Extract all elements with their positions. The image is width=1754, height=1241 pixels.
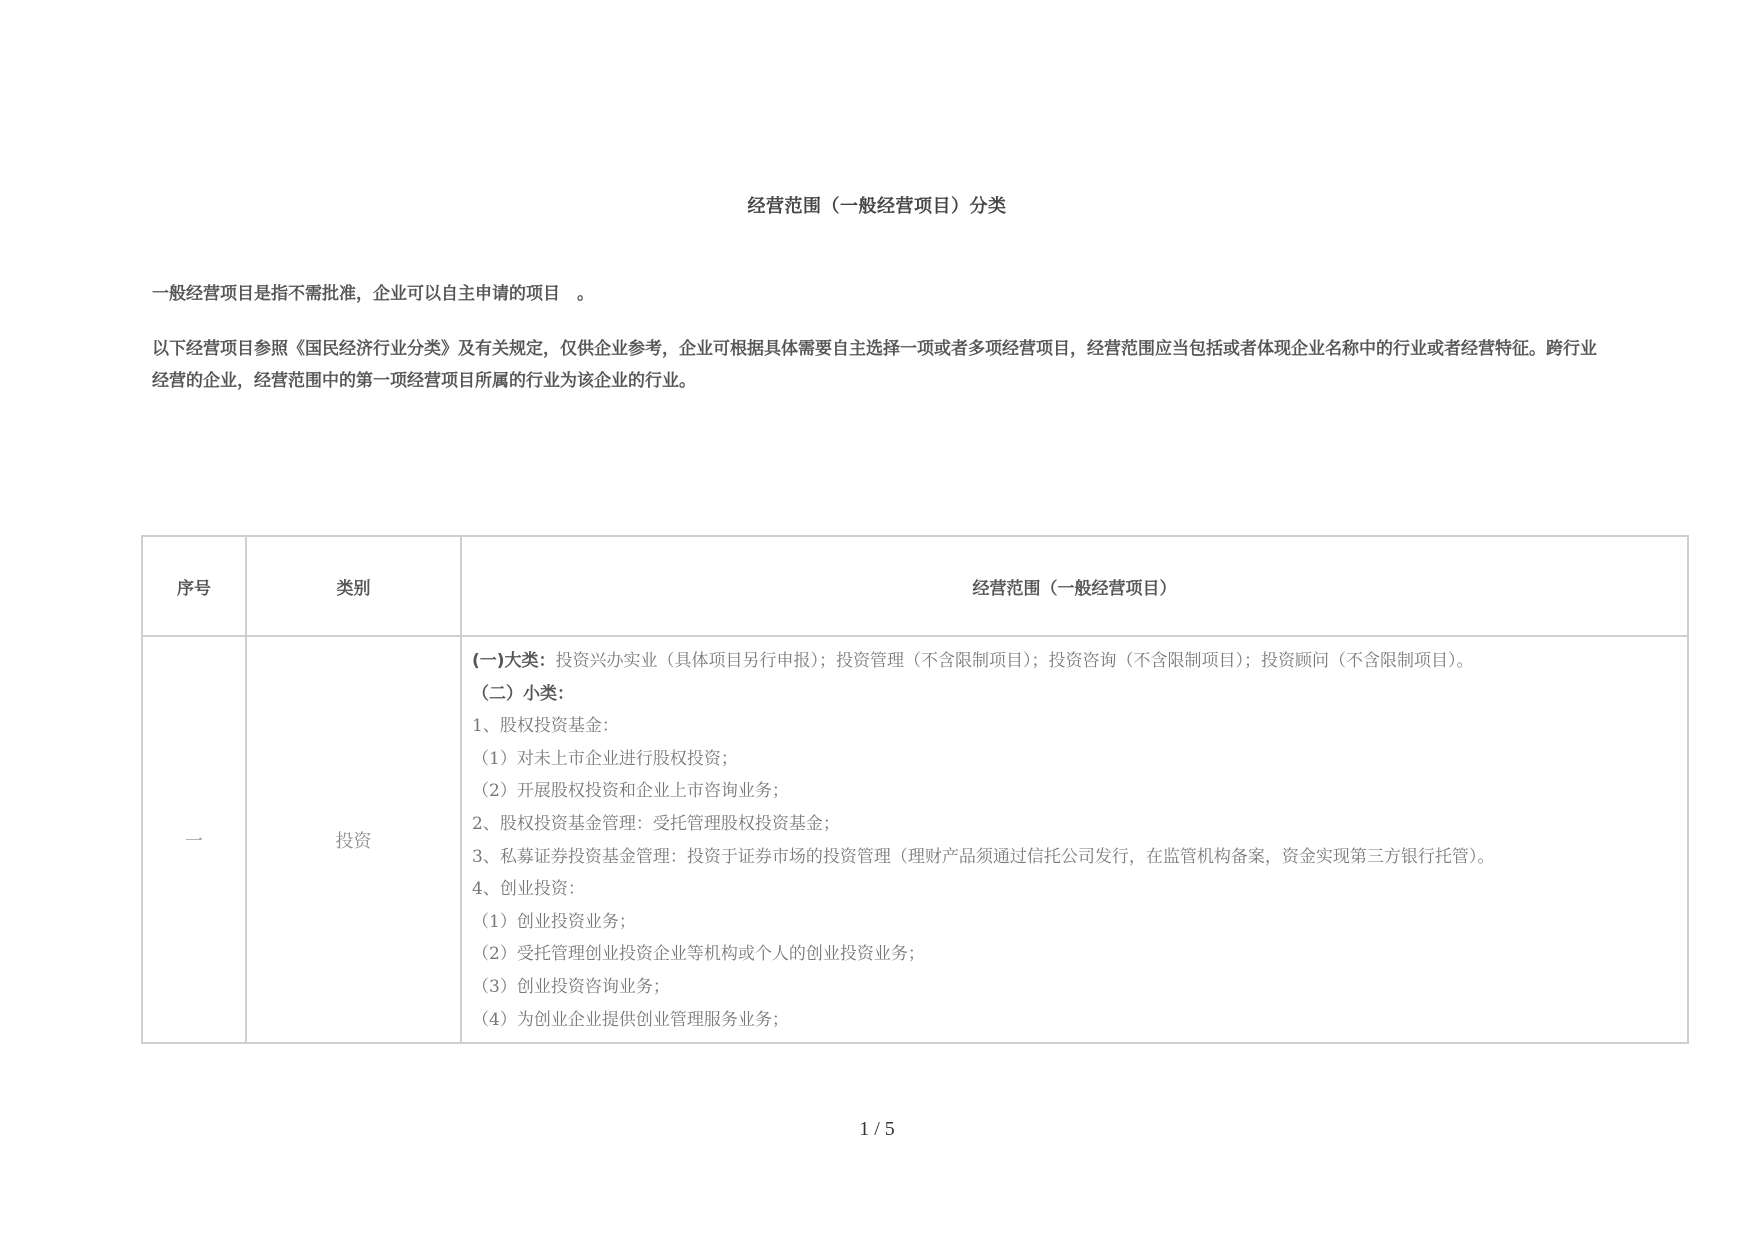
table-header-row (142, 536, 1688, 636)
scope-line: （2）受托管理创业投资企业等机构或个人的创业投资业务； (472, 944, 925, 965)
scope-line: 3、私募证券投资基金管理：投资于证券市场的投资管理（理财产品须通过信托公司发行，在监管机构备案，资金实现第三方银行托管）。 (472, 846, 1495, 867)
header-scope: 经营范围（一般经营项目） (461, 536, 1688, 636)
table-row (142, 636, 1688, 1043)
row-seq: 一 (142, 636, 246, 1043)
row-scope-content (461, 636, 1688, 1043)
major-category-text: 投资兴办实业（具体项目另行申报）；投资管理（不含限制项目）；投资咨询（不含限制项目）；投资顾问（不含限制项目）。 (555, 651, 1474, 671)
scope-line: 4、创业投资： (472, 879, 585, 900)
major-category-label: (一)大类： (472, 651, 556, 671)
scope-line: 1、股权投资基金： (472, 716, 619, 737)
page-title: 经营范围（一般经营项目）分类 (747, 196, 1007, 217)
page-number: 1 / 5 (859, 1118, 895, 1140)
business-scope-table (141, 535, 1689, 1044)
scope-line: （3）创业投资咨询业务； (472, 976, 670, 997)
minor-category-label: （二）小类： (472, 683, 574, 704)
scope-line: （1）创业投资业务； (472, 911, 636, 932)
intro-paragraph-1: 一般经营项目是指不需批准，企业可以自主申请的项目 。 (152, 284, 594, 304)
row-category: 投资 (246, 636, 461, 1043)
scope-line: 2、股权投资基金管理：受托管理股权投资基金； (472, 813, 840, 834)
scope-line: （4）为创业企业提供创业管理服务业务； (472, 1009, 789, 1030)
intro-paragraph-2: 以下经营项目参照《国民经济行业分类》及有关规定，仅供企业参考，企业可根据具体需要自主选择一项或者多项经营项目，经营范围应当包括或者体现企业名称中的行业或者经营特征。跨行业经营的企业，经营范围中的第一项经营项目所属的行业为该企业的行业。 (152, 339, 1597, 391)
header-category: 类别 (246, 536, 461, 636)
scope-line: （2）开展股权投资和企业上市咨询业务； (472, 781, 789, 802)
header-seq: 序号 (142, 536, 246, 636)
scope-line: （1）对未上市企业进行股权投资； (472, 748, 738, 769)
major-category-line (472, 645, 1675, 678)
